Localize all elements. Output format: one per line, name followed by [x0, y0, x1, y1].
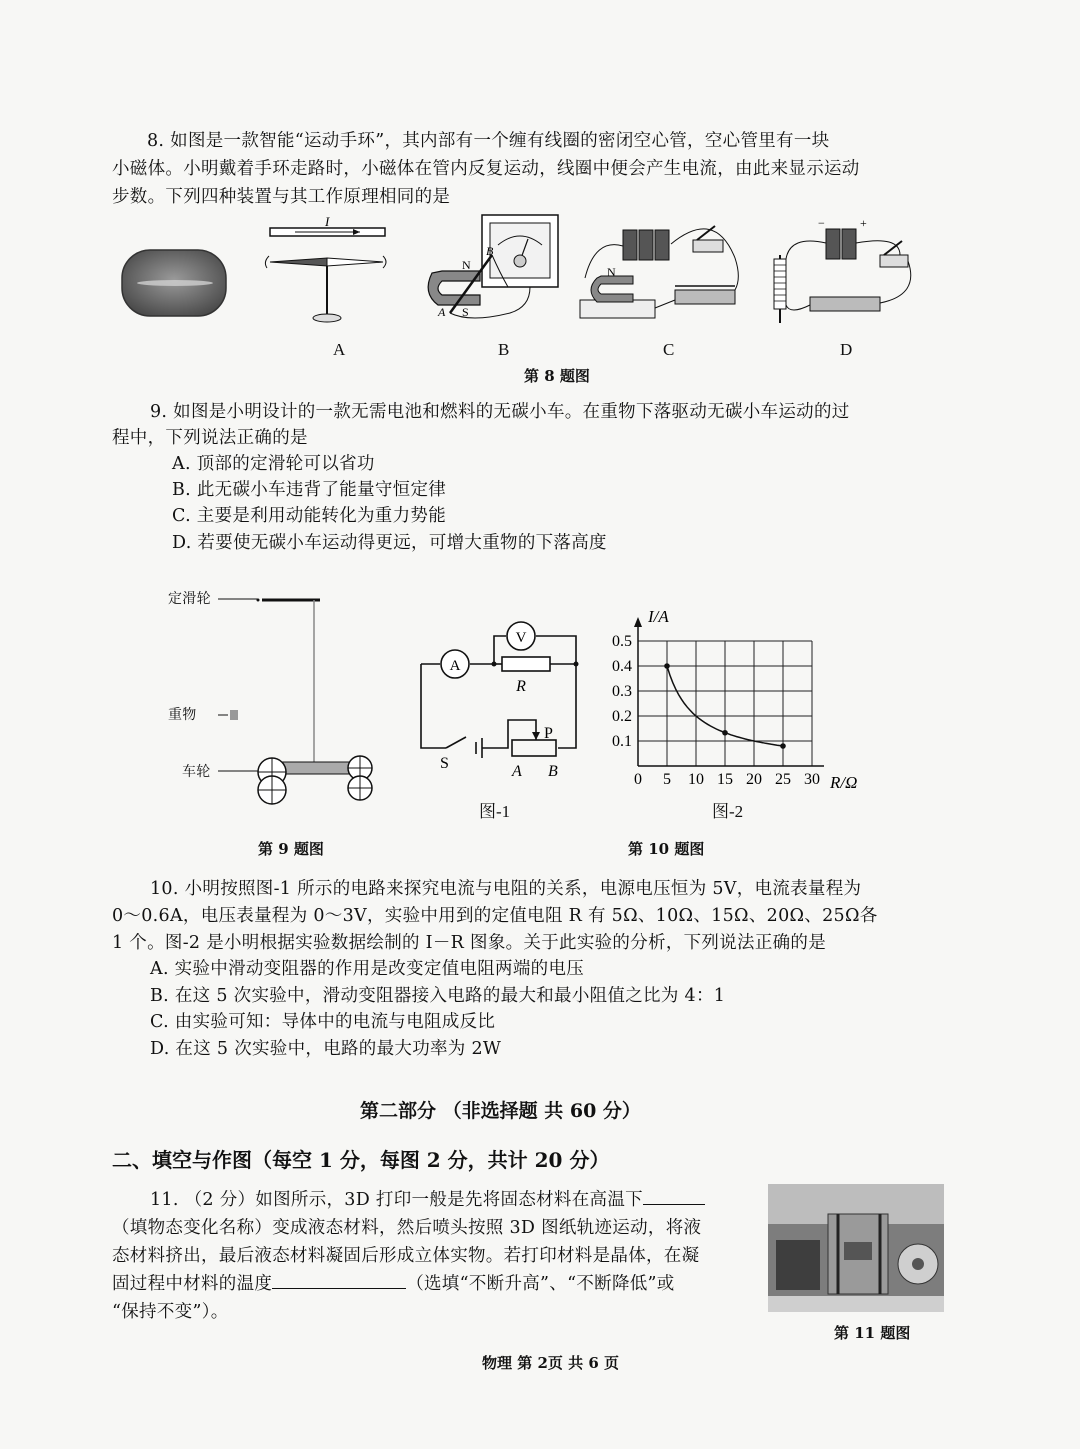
label-n: N — [462, 258, 471, 272]
q8-line-3: 步数。下列四种装置与其工作原理相同的是 — [112, 187, 451, 207]
q11-line-4-text-b: （选填“不断升高”、“不断降低”或 — [406, 1274, 675, 1294]
x-axis-label: R/Ω — [830, 773, 858, 792]
q10-circuit-figure — [416, 616, 606, 780]
q10-option-c: C. 由实验可知：导体中的电流与电阻成反比 — [150, 1012, 496, 1032]
q11-figure-caption: 第 11 题图 — [834, 1324, 911, 1342]
q11-line-4-text-a: 固过程中材料的温度 — [112, 1274, 273, 1294]
q8-line-2: 小磁体。小明戴着手环走路时，小磁体在管内反复运动，线圈中便会产生电流，由此来显示运动 — [112, 159, 860, 179]
label-n-c: N — [607, 265, 616, 279]
q8-option-d: D — [840, 340, 853, 359]
x-tick-label: 10 — [688, 771, 704, 788]
fitness-band-image — [120, 248, 230, 318]
q9-option-a: A. 顶部的定滑轮可以省功 — [172, 454, 375, 474]
q8-option-c-figure — [575, 218, 745, 333]
q11-blank-2[interactable] — [272, 1270, 406, 1289]
q8-option-b-figure — [420, 213, 570, 328]
q8-option-a-figure — [265, 214, 395, 325]
chart-grid — [638, 641, 812, 766]
q8-figure-caption: 第 8 题图 — [524, 367, 590, 385]
y-tick-label: 0.4 — [612, 658, 632, 675]
x-tick-label: 0 — [634, 771, 642, 788]
svg-text:−: − — [818, 216, 825, 230]
q9-line-2: 程中，下列说法正确的是 — [112, 428, 308, 448]
x-tick-label: 25 — [775, 771, 791, 788]
data-point — [722, 730, 728, 736]
weight-label: 重物 — [168, 707, 197, 723]
q9-line-1: 9. 如图是小明设计的一款无需电池和燃料的无碳小车。在重物下落驱动无碳小车运动的过 — [150, 402, 850, 422]
x-tick-label: 15 — [717, 771, 733, 788]
q8-option-a: A — [333, 340, 346, 359]
q11-line-1-text: 11. （2 分）如图所示，3D 打印一般是先将固态材料在高温下 — [150, 1190, 643, 1210]
y-axis-arrow — [634, 617, 642, 627]
q9-option-b: B. 此无碳小车违背了能量守恒定律 — [172, 480, 447, 500]
3d-printer-photo — [768, 1184, 944, 1312]
x-tick-label: 5 — [663, 771, 671, 788]
x-tick-label: 30 — [804, 771, 820, 788]
q10-option-d: D. 在这 5 次实验中，电路的最大功率为 2W — [150, 1039, 502, 1059]
label-b: B — [486, 244, 494, 258]
y-tick-label: 0.1 — [612, 733, 632, 750]
end-b-label: B — [548, 763, 558, 780]
fig2-caption: 图-2 — [712, 802, 744, 821]
q10-line-1: 10. 小明按照图-1 所示的电路来探究电流与电阻的关系，电源电压恒为 5V，电流表量程为 — [150, 879, 862, 899]
q10-option-b: B. 在这 5 次实验中，滑动变阻器接入电路的最大和最小阻值之比为 4：1 — [150, 986, 726, 1006]
q11-line-5: “保持不变”）。 — [112, 1302, 229, 1322]
q8-option-c: C — [663, 340, 675, 359]
label-a: A — [438, 305, 446, 319]
page-footer: 物理 第 2页 共 6 页 — [482, 1354, 619, 1372]
q11-line-4 — [112, 1270, 675, 1298]
ir-chart — [600, 596, 860, 816]
y-tick-label: 0.3 — [612, 683, 632, 700]
resistor-label: R — [516, 678, 526, 695]
q10-line-2: 0～0.6A，电压表量程为 0～3V，实验中用到的定值电阻 R 有 5Ω、10Ω、15Ω、20Ω、25Ω各 — [112, 906, 878, 926]
data-point — [664, 663, 670, 669]
ammeter-label: A — [449, 658, 461, 674]
q9-option-d: D. 若要使无碳小车运动得更远，可增大重物的下落高度 — [172, 533, 607, 553]
q10-figure-caption: 第 10 题图 — [628, 840, 705, 858]
switch-label: S — [440, 755, 449, 772]
y-tick-label: 0.5 — [612, 633, 632, 650]
q11-line-2: （填物态变化名称）变成液态材料，然后喷头按照 3D 图纸轨迹运动，将液 — [112, 1218, 702, 1238]
q9-figure-caption: 第 9 题图 — [258, 840, 324, 858]
fig1-caption: 图-1 — [479, 802, 511, 821]
q10-option-a: A. 实验中滑动变阻器的作用是改变定值电阻两端的电压 — [150, 959, 585, 979]
slider-label: P — [544, 725, 553, 742]
data-point — [780, 743, 786, 749]
voltmeter-label: V — [515, 630, 527, 646]
q11-line-1 — [150, 1186, 705, 1214]
q11-line-3: 态材料挤出，最后液态材料凝固后形成立体实物。若打印材料是晶体，在凝 — [112, 1246, 700, 1266]
y-axis-label: I/A — [648, 607, 669, 626]
chart-ticks — [612, 633, 820, 788]
q11-blank-1[interactable] — [643, 1186, 705, 1205]
q8-line-1: 8. 如图是一款智能“运动手环”，其内部有一个缠有线圈的密闭空心管，空心管里有一块 — [147, 131, 830, 151]
current-label: I — [325, 214, 330, 229]
pulley-label: 定滑轮 — [168, 591, 211, 607]
q9-option-c: C. 主要是利用动能转化为重力势能 — [172, 506, 446, 526]
q8-option-b: B — [498, 340, 510, 359]
wheel-label: 车轮 — [182, 764, 211, 780]
part2-title: 第二部分 （非选择题 共 60 分） — [360, 1100, 641, 1122]
svg-text:+: + — [860, 216, 867, 230]
q9-car-figure — [210, 590, 430, 820]
x-tick-label: 20 — [746, 771, 762, 788]
section2-title: 二、填空与作图（每空 1 分，每图 2 分，共计 20 分） — [112, 1148, 610, 1172]
y-tick-label: 0.2 — [612, 708, 632, 725]
label-s: S — [462, 305, 469, 319]
q10-line-3: 1 个。图-2 是小明根据实验数据绘制的 I－R 图象。关于此实验的分析，下列说法正确的是 — [112, 933, 827, 953]
end-a-label: A — [512, 763, 522, 780]
q8-option-d-figure — [770, 215, 920, 330]
